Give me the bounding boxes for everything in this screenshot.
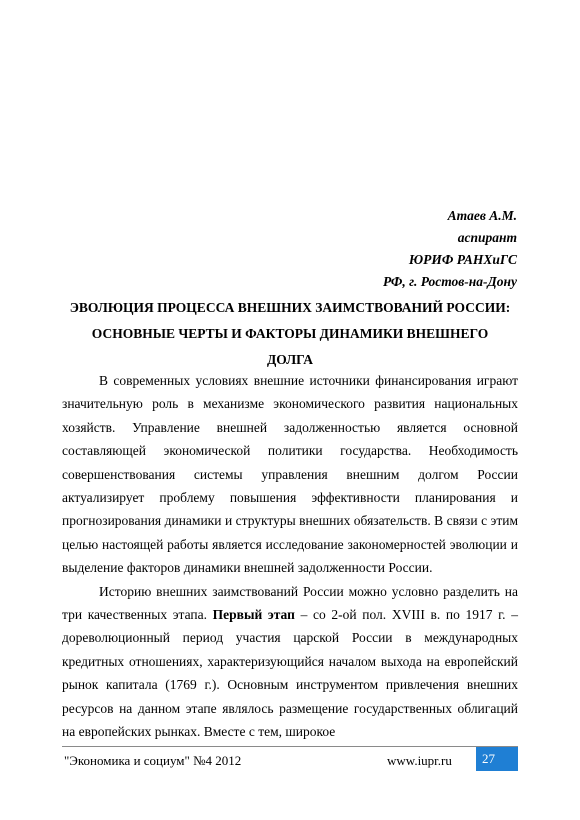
paragraph-2-rest: – со 2-ой пол. XVIII в. по 1917 г. – дореволюционный период участия царской России в международных кредитных отношениях, характеризующийся началом выхода на европейский рынок капитала (1769 г.). Основным инструментом привлечения внешних ресурсов на данном этапе являлось размещение государственных облигаций на европейских рынках. Вместе с тем, широкое	[62, 607, 518, 740]
page-number: 27	[476, 747, 518, 771]
author-name: Атаев А.М.	[447, 208, 517, 223]
footer-journal: "Экономика и социум" №4 2012	[64, 753, 242, 768]
paragraph-2	[62, 580, 518, 744]
footer-site-link[interactable]: www.iupr.ru	[387, 753, 452, 768]
article-title	[60, 295, 520, 373]
author-block	[383, 205, 517, 293]
paragraph-1: В современных условиях внешние источники финансирования играют значительную роль в механизме экономического развития национальных хозяйств. Управление внешней задолженностью является основной составляющей экономической политики государства. Необходимость совершенствования системы управления внешним долгом России актуализирует проблему повышения эффективности планирования и прогнозирования динамики и структуры внешних обязательств. В связи с этим целью настоящей работы является исследование закономерностей эволюции и выделение факторов динамики внешней задолженности России.	[62, 373, 518, 576]
title-line-3: ДОЛГА	[266, 352, 314, 367]
footer-divider	[62, 746, 518, 747]
title-line-1: ЭВОЛЮЦИЯ ПРОЦЕССА ВНЕШНИХ ЗАИМСТВОВАНИЙ РОССИИ:	[69, 300, 511, 315]
paragraph-2-intro: Историю внешних заимствований России можно условно разделить на три качественных этапа.	[62, 583, 518, 623]
article-body	[62, 369, 518, 744]
author-affiliation: ЮРИФ РАНХиГС	[408, 252, 517, 267]
author-location: РФ, г. Ростов-на-Дону	[383, 274, 517, 289]
paragraph-2-bold-term: Первый этап	[212, 607, 295, 623]
title-line-2: ОСНОВНЫЕ ЧЕРТЫ И ФАКТОРЫ ДИНАМИКИ ВНЕШНЕГО	[91, 326, 489, 341]
author-position: аспирант	[457, 230, 517, 245]
